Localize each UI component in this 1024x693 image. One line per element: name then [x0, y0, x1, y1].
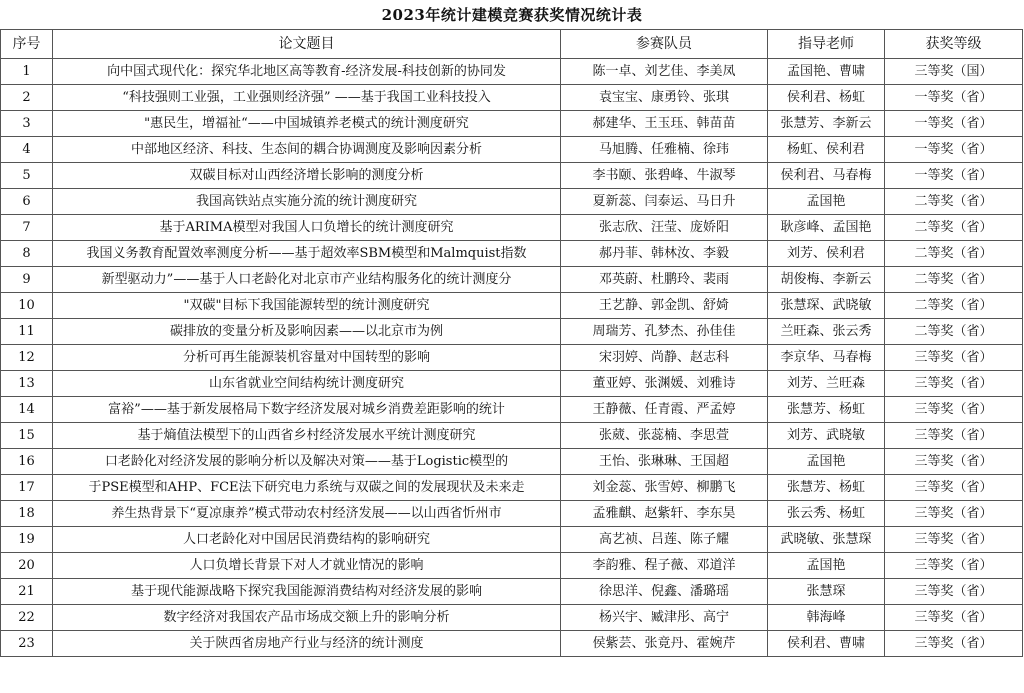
cell-award: 一等奖（省）: [885, 85, 1023, 111]
cell-award: 三等奖（省）: [885, 605, 1023, 631]
cell-no: 3: [1, 111, 53, 137]
cell-paper-title: 基于熵值法模型下的山西省乡村经济发展水平统计测度研究: [53, 423, 561, 449]
cell-members: 孟雅麒、赵紫轩、李东昊: [561, 501, 768, 527]
cell-award: 三等奖（省）: [885, 397, 1023, 423]
cell-no: 10: [1, 293, 53, 319]
cell-paper-title: 山东省就业空间结构统计测度研究: [53, 371, 561, 397]
table-row: [1, 85, 1023, 111]
table-row: [1, 423, 1023, 449]
cell-members: 郝建华、王玉珏、韩苗苗: [561, 111, 768, 137]
cell-no: 23: [1, 631, 53, 657]
cell-award: 三等奖（省）: [885, 527, 1023, 553]
cell-award: 三等奖（省）: [885, 345, 1023, 371]
table-row: [1, 579, 1023, 605]
cell-advisor: 张慧琛: [768, 579, 885, 605]
cell-members: 董亚婷、张渊媛、刘雅诗: [561, 371, 768, 397]
cell-paper-title: 数字经济对我国农产品市场成交额上升的影响分析: [53, 605, 561, 631]
table-row: [1, 137, 1023, 163]
cell-paper-title: 新型驱动力”——基于人口老龄化对北京市产业结构服务化的统计测度分: [53, 267, 561, 293]
cell-no: 20: [1, 553, 53, 579]
cell-paper-title: “科技强则工业强，工业强则经济强” ——基于我国工业科技投入: [53, 85, 561, 111]
cell-advisor: 孟国艳、曹啸: [768, 59, 885, 85]
cell-members: 李韵雅、程子薇、邓道洋: [561, 553, 768, 579]
table-row: [1, 189, 1023, 215]
cell-award: 三等奖（省）: [885, 423, 1023, 449]
table-row: [1, 319, 1023, 345]
cell-advisor: 刘芳、兰旺森: [768, 371, 885, 397]
cell-no: 15: [1, 423, 53, 449]
cell-members: 李书颐、张碧峰、牛淑琴: [561, 163, 768, 189]
cell-advisor: 韩海峰: [768, 605, 885, 631]
cell-advisor: 杨虹、侯利君: [768, 137, 885, 163]
table-row: [1, 397, 1023, 423]
cell-members: 高艺祯、吕莲、陈子耀: [561, 527, 768, 553]
table-row: [1, 631, 1023, 657]
cell-advisor: 耿彦峰、孟国艳: [768, 215, 885, 241]
cell-members: 夏新蕊、闫泰运、马日升: [561, 189, 768, 215]
cell-no: 1: [1, 59, 53, 85]
cell-members: 张志欣、汪莹、庞娇阳: [561, 215, 768, 241]
header-advisor: 指导老师: [768, 30, 885, 59]
table-row: [1, 241, 1023, 267]
table-row: [1, 501, 1023, 527]
cell-paper-title: 我国高铁站点实施分流的统计测度研究: [53, 189, 561, 215]
table-row: [1, 605, 1023, 631]
table-row: [1, 267, 1023, 293]
cell-advisor: 张慧芳、杨虹: [768, 397, 885, 423]
table-row: [1, 59, 1023, 85]
cell-paper-title: 基于现代能源战略下探究我国能源消费结构对经济发展的影响: [53, 579, 561, 605]
cell-advisor: 孟国艳: [768, 553, 885, 579]
cell-award: 二等奖（省）: [885, 215, 1023, 241]
table-row: [1, 553, 1023, 579]
cell-paper-title: 分析可再生能源装机容量对中国转型的影响: [53, 345, 561, 371]
table-row: [1, 371, 1023, 397]
cell-members: 王静薇、任青霞、严孟婷: [561, 397, 768, 423]
cell-award: 二等奖（省）: [885, 293, 1023, 319]
cell-paper-title: 养生热背景下“夏凉康养”模式带动农村经济发展——以山西省忻州市: [53, 501, 561, 527]
cell-members: 杨兴宇、臧津彤、高宁: [561, 605, 768, 631]
cell-no: 4: [1, 137, 53, 163]
cell-members: 王怡、张琳琳、王国超: [561, 449, 768, 475]
cell-award: 一等奖（省）: [885, 137, 1023, 163]
cell-members: 张葳、张蕊楠、李思萱: [561, 423, 768, 449]
cell-award: 二等奖（省）: [885, 319, 1023, 345]
cell-award: 一等奖（省）: [885, 111, 1023, 137]
cell-paper-title: "惠民生，增福祉“——中国城镇养老模式的统计测度研究: [53, 111, 561, 137]
cell-award: 二等奖（省）: [885, 267, 1023, 293]
table-row: [1, 293, 1023, 319]
cell-no: 13: [1, 371, 53, 397]
cell-no: 18: [1, 501, 53, 527]
cell-no: 6: [1, 189, 53, 215]
cell-members: 刘金蕊、张雪婷、柳鹏飞: [561, 475, 768, 501]
cell-advisor: 刘芳、武晓敏: [768, 423, 885, 449]
cell-members: 邓英蔚、杜鹏玲、裴雨: [561, 267, 768, 293]
cell-no: 2: [1, 85, 53, 111]
cell-advisor: 李京华、马春梅: [768, 345, 885, 371]
cell-no: 12: [1, 345, 53, 371]
header-members: 参赛队员: [561, 30, 768, 59]
header-paper-title: 论文题目: [53, 30, 561, 59]
sheet-title: 2023年统计建模竞赛获奖情况统计表: [381, 6, 643, 24]
cell-award: 三等奖（省）: [885, 475, 1023, 501]
cell-award: 一等奖（省）: [885, 163, 1023, 189]
cell-advisor: 侯利君、曹啸: [768, 631, 885, 657]
table-row: [1, 475, 1023, 501]
cell-members: 周瑞芳、孔梦杰、孙佳佳: [561, 319, 768, 345]
table-row: [1, 449, 1023, 475]
cell-members: 陈一卓、刘艺佳、李美凤: [561, 59, 768, 85]
cell-advisor: 兰旺森、张云秀: [768, 319, 885, 345]
cell-paper-title: 人口负增长背景下对人才就业情况的影响: [53, 553, 561, 579]
header-award: 获奖等级: [885, 30, 1023, 59]
cell-advisor: 刘芳、侯利君: [768, 241, 885, 267]
award-table: [0, 29, 1023, 657]
cell-advisor: 武晓敏、张慧琛: [768, 527, 885, 553]
cell-paper-title: 口老龄化对经济发展的影响分析以及解决对策——基于Logistic模型的: [53, 449, 561, 475]
cell-no: 22: [1, 605, 53, 631]
cell-members: 侯紫芸、张竟丹、霍婉芹: [561, 631, 768, 657]
cell-no: 9: [1, 267, 53, 293]
cell-no: 16: [1, 449, 53, 475]
cell-advisor: 侯利君、马春梅: [768, 163, 885, 189]
cell-advisor: 张慧琛、武晓敏: [768, 293, 885, 319]
cell-advisor: 胡俊梅、李新云: [768, 267, 885, 293]
cell-no: 14: [1, 397, 53, 423]
cell-award: 三等奖（国）: [885, 59, 1023, 85]
cell-members: 马旭腾、任雅楠、徐玮: [561, 137, 768, 163]
cell-advisor: 张慧芳、李新云: [768, 111, 885, 137]
cell-paper-title: "双碳"目标下我国能源转型的统计测度研究: [53, 293, 561, 319]
table-row: [1, 527, 1023, 553]
cell-award: 三等奖（省）: [885, 631, 1023, 657]
table-row: [1, 215, 1023, 241]
cell-paper-title: 双碳目标对山西经济增长影响的测度分析: [53, 163, 561, 189]
cell-paper-title: 富裕”——基于新发展格局下数字经济发展对城乡消费差距影响的统计: [53, 397, 561, 423]
cell-members: 徐思洋、倪鑫、潘璐瑶: [561, 579, 768, 605]
table-row: [1, 345, 1023, 371]
cell-members: 宋羽婷、尚静、赵志科: [561, 345, 768, 371]
cell-members: 王艺静、郭金凯、舒婍: [561, 293, 768, 319]
cell-award: 二等奖（省）: [885, 189, 1023, 215]
cell-no: 17: [1, 475, 53, 501]
header-no: 序号: [1, 30, 53, 59]
cell-award: 三等奖（省）: [885, 501, 1023, 527]
cell-paper-title: 于PSE模型和AHP、FCE法下研究电力系统与双碳之间的发展现状及未来走: [53, 475, 561, 501]
cell-paper-title: 我国义务教育配置效率测度分析——基于超效率SBM模型和Malmquist指数: [53, 241, 561, 267]
table-row: [1, 111, 1023, 137]
cell-paper-title: 基于ARIMA模型对我国人口负增长的统计测度研究: [53, 215, 561, 241]
cell-award: 三等奖（省）: [885, 553, 1023, 579]
cell-paper-title: 关于陕西省房地产行业与经济的统计测度: [53, 631, 561, 657]
cell-no: 21: [1, 579, 53, 605]
cell-paper-title: 向中国式现代化：探究华北地区高等教育-经济发展-科技创新的协同发: [53, 59, 561, 85]
cell-advisor: 孟国艳: [768, 189, 885, 215]
cell-paper-title: 人口老龄化对中国居民消费结构的影响研究: [53, 527, 561, 553]
cell-no: 8: [1, 241, 53, 267]
cell-no: 7: [1, 215, 53, 241]
table-row: [1, 163, 1023, 189]
cell-award: 三等奖（省）: [885, 449, 1023, 475]
cell-no: 11: [1, 319, 53, 345]
cell-advisor: 张云秀、杨虹: [768, 501, 885, 527]
cell-advisor: 侯利君、杨虹: [768, 85, 885, 111]
cell-members: 袁宝宝、康勇铃、张琪: [561, 85, 768, 111]
cell-no: 19: [1, 527, 53, 553]
cell-award: 三等奖（省）: [885, 579, 1023, 605]
cell-no: 5: [1, 163, 53, 189]
cell-award: 二等奖（省）: [885, 241, 1023, 267]
cell-award: 三等奖（省）: [885, 371, 1023, 397]
cell-members: 郝丹菲、韩林汝、李毅: [561, 241, 768, 267]
cell-advisor: 张慧芳、杨虹: [768, 475, 885, 501]
cell-paper-title: 碳排放的变量分析及影响因素——以北京市为例: [53, 319, 561, 345]
header-row: [1, 30, 1023, 59]
cell-advisor: 孟国艳: [768, 449, 885, 475]
cell-paper-title: 中部地区经济、科技、生态间的耦合协调测度及影响因素分析: [53, 137, 561, 163]
